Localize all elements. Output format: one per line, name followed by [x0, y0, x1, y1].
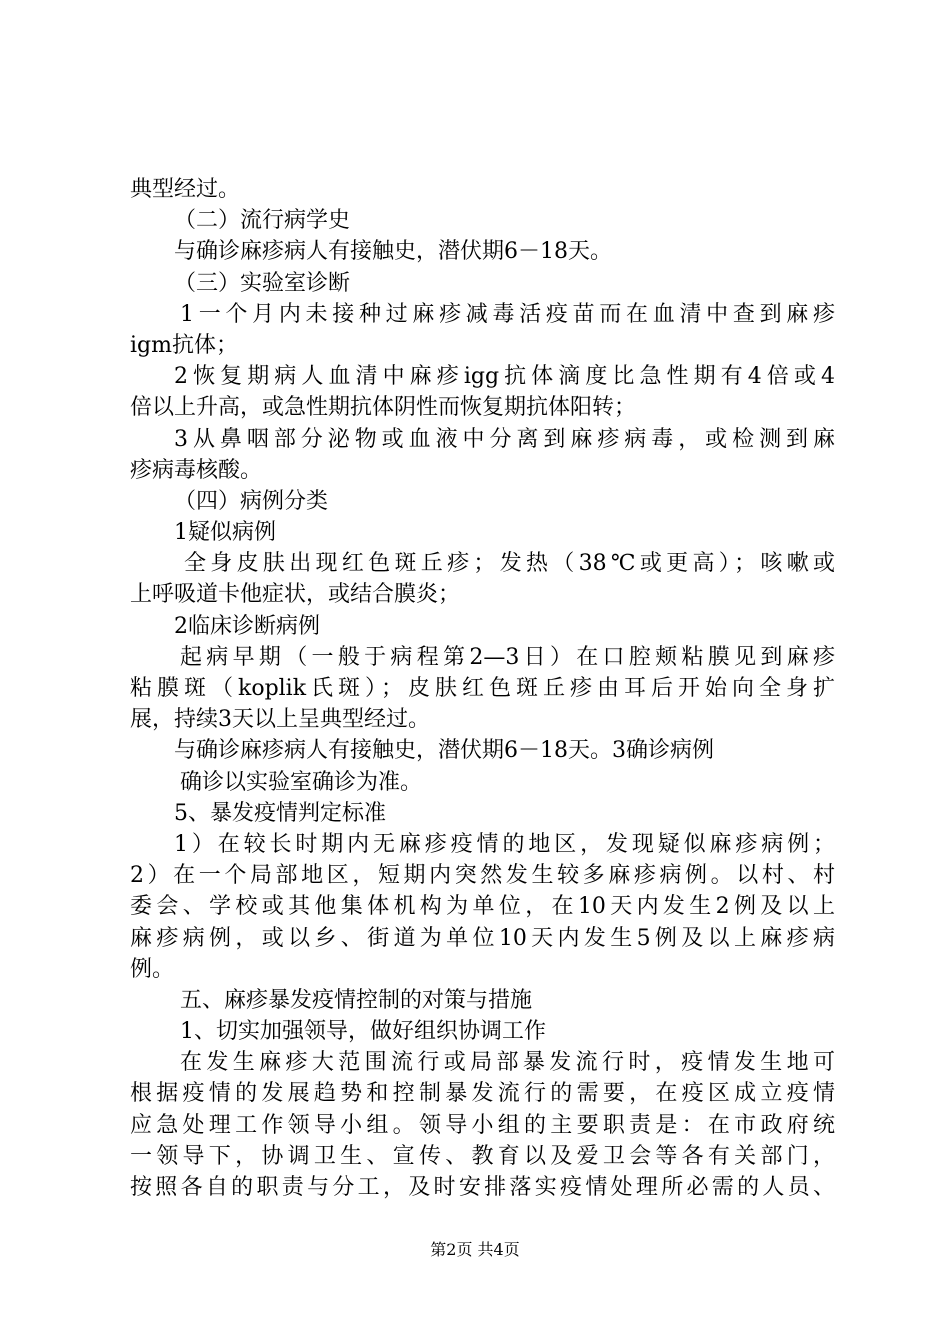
- text-line: 上呼吸道卡他症状，或结合膜炎；: [130, 582, 461, 608]
- text-line: 例。: [130, 956, 175, 982]
- subsection-heading: 1、切实加强领导，做好组织协调工作: [180, 1019, 546, 1045]
- text-line: 一领导下，协调卫生、宣传、教育以及爱卫会等各有关部门，: [130, 1143, 835, 1169]
- text-line: 与确诊麻疹病人有接触史，潜伏期6－18天。: [174, 239, 612, 265]
- text-line: 在发生麻疹大范围流行或局部暴发流行时，疫情发生地可: [180, 1050, 835, 1076]
- text-line: 根据疫情的发展趋势和控制暴发流行的需要，在疫区成立疫情: [130, 1081, 835, 1107]
- text-line: 倍以上升高，或急性期抗体阴性而恢复期抗体阳转；: [130, 395, 637, 421]
- text-line: igm抗体；: [130, 332, 238, 358]
- section-heading: 5、暴发疫情判定标准: [174, 800, 386, 826]
- text-line: 应急处理工作领导小组。领导小组的主要职责是：在市政府统: [130, 1112, 835, 1138]
- section-heading: 五、麻疹暴发疫情控制的对策与措施: [180, 987, 533, 1013]
- text-line: 典型经过。: [130, 177, 241, 202]
- subsection-heading: 2临床诊断病例: [174, 613, 320, 639]
- text-line: 1）在较长时期内无麻疹疫情的地区，发现疑似麻疹病例；: [174, 831, 835, 857]
- subsection-heading: 1疑似病例: [174, 520, 276, 546]
- page-footer: [0, 1240, 950, 1260]
- section-heading: （四）病例分类: [174, 488, 329, 514]
- text-line: 确诊以实验室确诊为准。: [180, 769, 423, 795]
- text-line: 疹病毒核酸。: [130, 457, 263, 483]
- text-line: 展，持续3天以上呈典型经过。: [130, 707, 430, 733]
- section-heading: （二）流行病学史: [174, 208, 351, 234]
- text-line: 委会、学校或其他集体机构为单位，在10天内发生2例及以上: [130, 894, 835, 920]
- text-line: 3从鼻咽部分泌物或血液中分离到麻疹病毒，或检测到麻: [174, 426, 835, 452]
- text-line: 与确诊麻疹病人有接触史，潜伏期6－18天。3确诊病例: [174, 738, 714, 764]
- text-line: 2）在一个局部地区，短期内突然发生较多麻疹病例。以村、村: [130, 863, 835, 889]
- text-line: 按照各自的职责与分工，及时安排落实疫情处理所必需的人员、: [130, 1175, 835, 1200]
- section-heading: （三）实验室诊断: [174, 270, 351, 296]
- text-line: 2恢复期病人血清中麻疹igg抗体滴度比急性期有4倍或4: [174, 364, 835, 390]
- text-line: 粘膜斑（koplik氏斑）；皮肤红色斑丘疹由耳后开始向全身扩: [130, 676, 835, 701]
- text-line: 麻疹病例，或以乡、街道为单位10天内发生5例及以上麻疹病: [130, 925, 835, 951]
- page-number: 第2页 共4页: [430, 1240, 520, 1259]
- text-line: 1一个月内未接种过麻疹减毒活疫苗而在血清中查到麻疹: [180, 301, 835, 327]
- document-body: [130, 174, 835, 1203]
- text-line: 起病早期（一般于病程第2—3日）在口腔颊粘膜见到麻疹: [180, 644, 835, 670]
- text-line: 全身皮肤出现红色斑丘疹；发热（38℃或更高）；咳嗽或: [184, 551, 835, 577]
